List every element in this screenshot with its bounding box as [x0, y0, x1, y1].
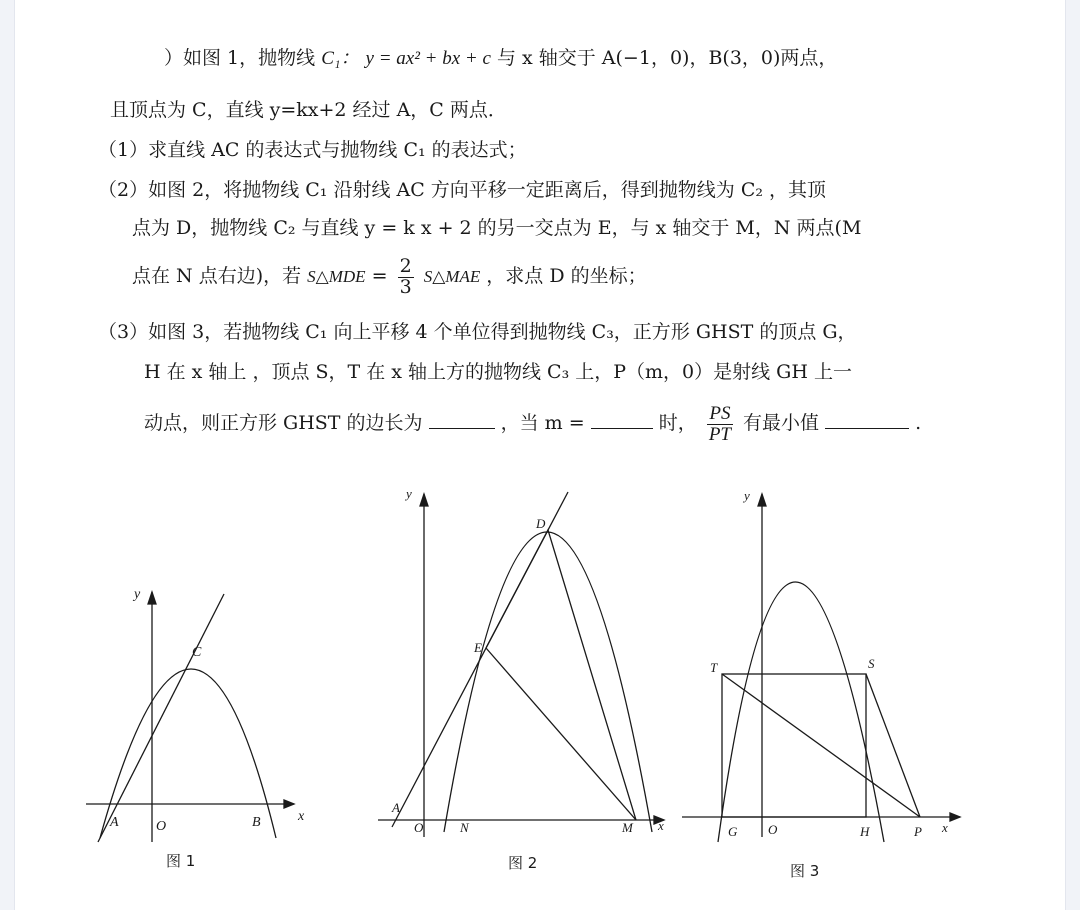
curve-c1-label: C₁：: [321, 48, 360, 69]
fig3-label-x: x: [942, 820, 948, 835]
fig1-label-b: B: [252, 815, 261, 830]
fig2-label-e: E: [474, 640, 482, 655]
intro-line: [164, 44, 837, 73]
fig1-parabola-c1: [100, 669, 276, 838]
part-3-period: .: [915, 412, 922, 434]
fig3-label-s: S: [868, 656, 875, 671]
fig1-label-x: x: [298, 809, 305, 824]
fig3-y-arrow: [758, 494, 766, 506]
fig1-caption: 图 1: [166, 852, 196, 870]
fraction-numerator: 2: [399, 254, 412, 277]
answer-blank-m[interactable]: [591, 410, 653, 429]
part-3-text-a: 动点，则正方形 GHST 的边长为: [144, 412, 423, 434]
fig3-label-p: P: [914, 824, 922, 839]
fig1-label-y: y: [134, 587, 141, 602]
fraction-pt: PT: [708, 423, 731, 445]
part-3-text-c: 时，: [658, 412, 697, 434]
fig2-caption: 图 2: [508, 854, 538, 872]
fig1-label-c: C: [192, 645, 202, 660]
part-3-text-b: ，当 m =: [500, 412, 585, 434]
fig2-y-arrow: [420, 494, 428, 506]
part-2-line-3: [132, 252, 647, 301]
fig1-y-arrow: [148, 592, 156, 604]
fig2-label-y: y: [406, 486, 412, 501]
fig1-line-ac: [98, 594, 224, 842]
part-2-line-3-suffix: ，求点 D 的坐标；: [486, 265, 647, 287]
part-3-text-d: 有最小值: [743, 412, 820, 434]
right-margin: [1065, 0, 1080, 910]
fig3-caption: 图 3: [790, 862, 820, 880]
intro-line-2: 且顶点为 C，直线 y=kx+2 经过 A，C 两点．: [110, 99, 507, 121]
intro-prefix: ）如图 1，抛物线: [164, 47, 316, 69]
fig2-label-d: D: [536, 516, 546, 531]
left-margin: [0, 0, 15, 910]
fig2-label-x: x: [658, 818, 664, 833]
figure-3: [670, 482, 970, 892]
fig3-line-tp: [722, 674, 920, 817]
document-page: [14, 0, 1066, 910]
fig3-label-h: H: [860, 824, 870, 839]
fig3-x-arrow: [950, 813, 960, 821]
fig2-parabola-c2: [444, 532, 652, 832]
fig1-label-a: A: [110, 815, 119, 830]
fig3-label-o: O: [768, 822, 778, 837]
fig2-label-m: M: [622, 820, 633, 835]
fraction-two-thirds: [398, 254, 414, 298]
part-3-line-2: H 在 x 轴上 ，顶点 S，T 在 x 轴上方的抛物线 C₃ 上，P（m，0）是射线 GH 上一: [144, 361, 852, 383]
fig3-label-g: G: [728, 824, 738, 839]
equals-sign: =: [371, 265, 388, 287]
fig2-label-o: O: [414, 820, 424, 835]
fig1-label-o: O: [156, 819, 167, 834]
part-2-line-1: （2）如图 2，将抛物线 C₁ 沿射线 AC 方向平移一定距离后，得到抛物线为 C₂ ，其顶: [98, 179, 827, 201]
area-mae: S△MAE: [423, 267, 481, 286]
answer-blank-min-value[interactable]: [825, 410, 909, 429]
fig3-line-sp: [866, 674, 920, 817]
figure-2: [368, 482, 674, 882]
fraction-ps-over-pt: [707, 404, 733, 445]
part-3-line-1: （3）如图 3，若抛物线 C₁ 向上平移 4 个单位得到抛物线 C₃，正方形 GHST 的顶点 G，: [98, 321, 857, 343]
answer-blank-side-length[interactable]: [429, 410, 495, 429]
fig3-label-t: T: [710, 660, 718, 675]
fig1-x-arrow: [284, 800, 294, 808]
intro-suffix: 与 x 轴交于 A(−1，0)，B(3，0)两点，: [496, 47, 838, 69]
fig3-parabola-c3: [718, 582, 884, 842]
fig2-label-a: A: [392, 800, 400, 815]
part-1-question: （1）求直线 AC 的表达式与抛物线 C₁ 的表达式；: [98, 139, 527, 161]
area-mde: S△MDE: [307, 267, 366, 286]
fig2-label-n: N: [460, 820, 469, 835]
fig2-line-em: [486, 648, 636, 820]
parabola-equation: y = ax² + bx + c: [365, 48, 491, 69]
fig3-label-y: y: [744, 488, 750, 503]
fraction-denominator: 3: [399, 275, 412, 298]
part-3-line-3: [144, 396, 921, 450]
part-2-line-2: 点为 D，抛物线 C₂ 与直线 y = k x + 2 的另一交点为 E，与 x 轴交于 M，N 两点(M: [132, 217, 862, 239]
figure-1: [76, 580, 306, 880]
fraction-ps: PS: [709, 402, 731, 424]
part-2-line-3-prefix: 点在 N 点右边)，若: [132, 265, 302, 287]
